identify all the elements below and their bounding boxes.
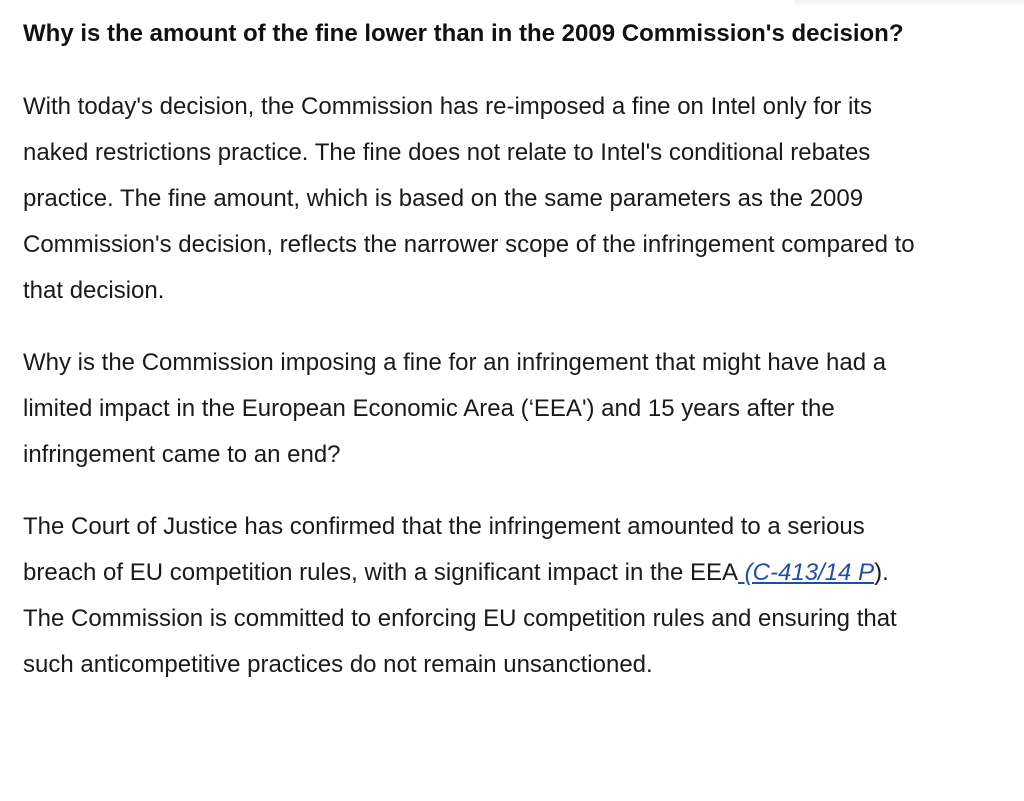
- paragraph-question-eea: Why is the Commission imposing a fine for an infringement that might have had a limited impact in the European Economic Area (‘EEA') and 15 years after the infringement came to an end?: [23, 349, 887, 468]
- paragraph-fine-explanation: With today's decision, the Commission has re-imposed a fine on Intel only for its naked restrictions practice. The fine does not relate to Intel's conditional rebates practice. The fine amount, which is based on the same parameters as the 2009 Commission's decision, reflects the narrower scope of the infringement compared to that decision.: [23, 93, 915, 304]
- court-text-before-link: The Court of Justice has confirmed that the infringement amounted to a serious breach of EU competition rules, with a significant impact in the EEA: [23, 513, 865, 586]
- paragraph-court-of-justice: [23, 504, 923, 688]
- article-content: [23, 11, 923, 688]
- court-text-after-link: ). The Commission is committed to enforcing EU competition rules and ensuring that such anticompetitive practices do not remain unsanctioned.: [23, 559, 897, 678]
- section-heading: Why is the amount of the fine lower than in the 2009 Commission's decision?: [23, 20, 904, 47]
- top-edge-shadow: [794, 0, 1024, 6]
- case-reference-link[interactable]: (C-413/14 P: [738, 559, 875, 586]
